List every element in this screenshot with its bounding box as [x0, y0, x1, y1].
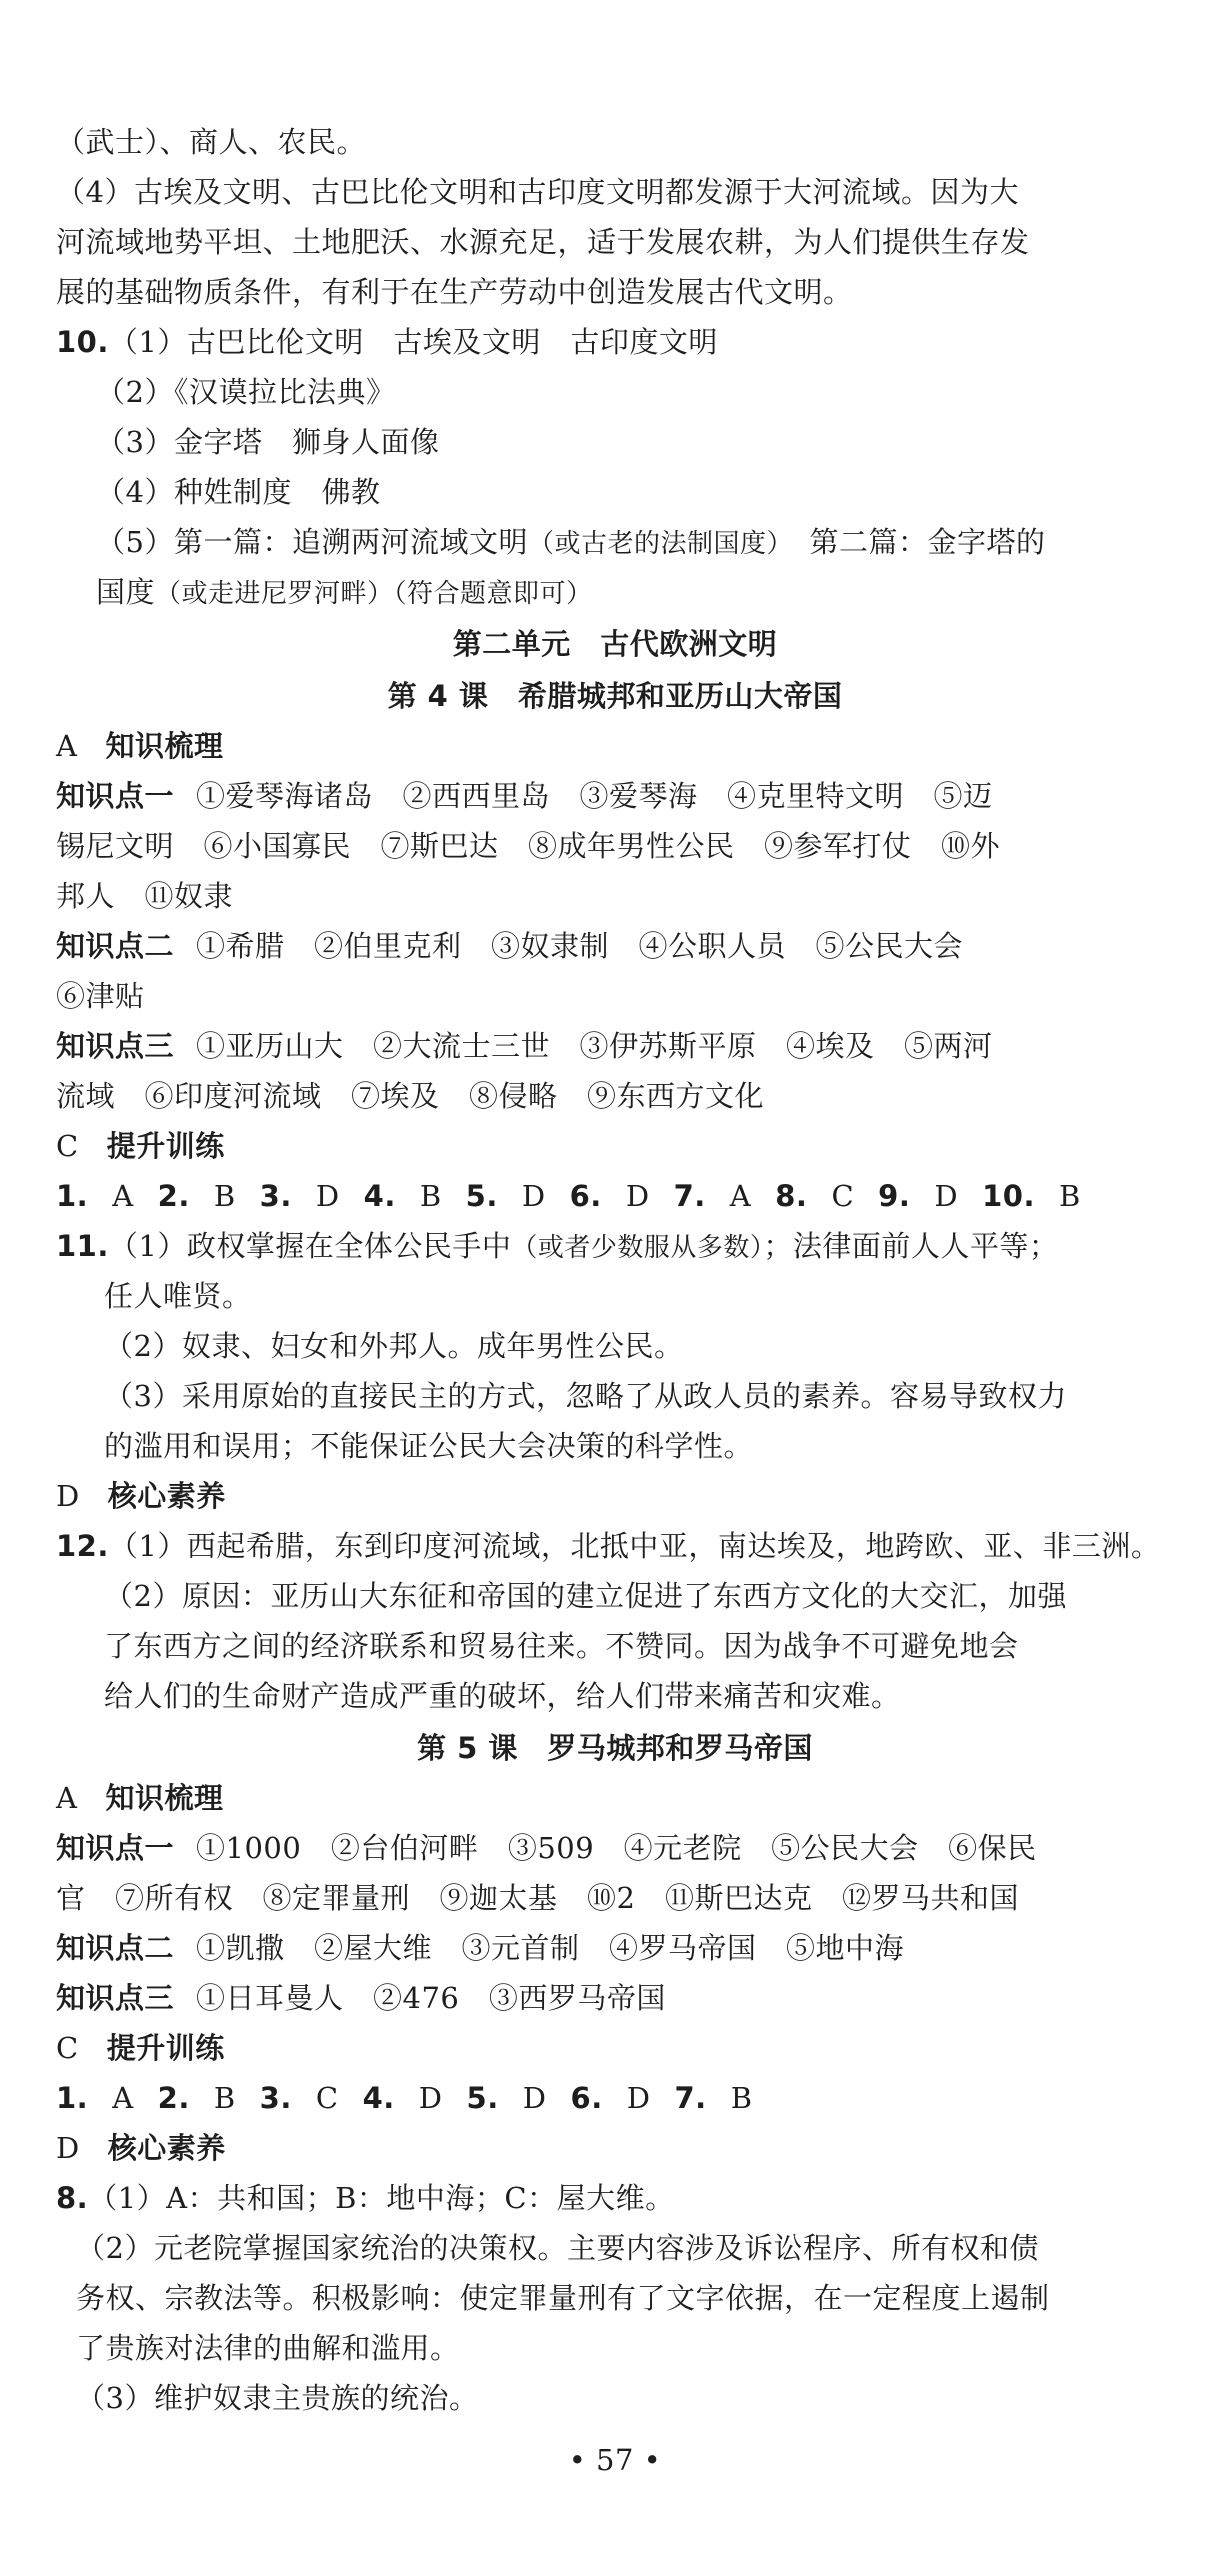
section-a-heading: [56, 1778, 1230, 1820]
question-number: 8.: [56, 2181, 89, 2215]
mc-answer: 5. D: [465, 1179, 546, 1213]
text-line: （2）奴隶、妇女和外邦人。成年男性公民。: [104, 1329, 684, 1363]
answer-text: （1）古巴比伦文明 古埃及文明 古印度文明: [108, 325, 718, 359]
text-line: （3）金字塔 狮身人面像: [96, 425, 440, 459]
text-line: 锡尼文明 ⑥小国寡民 ⑦斯巴达 ⑧成年男性公民 ⑨参军打仗 ⑩外: [56, 829, 1001, 863]
question-8: [56, 2178, 1230, 2220]
answer-text: 国度: [96, 575, 156, 609]
section-title: 核心素养: [107, 1479, 226, 1513]
section-a-heading: [56, 726, 1230, 768]
knowledge-point-2: [56, 926, 1230, 968]
mc-answer: 5. D: [466, 2081, 547, 2115]
kp-label: 知识点一: [56, 1831, 175, 1865]
answer-hint: （或者少数服从多数）: [511, 1233, 764, 1263]
answer-text: ；法律面前人人平等；: [763, 1229, 1059, 1263]
section-letter: D: [56, 2131, 80, 2165]
mc-answers: [56, 2078, 1230, 2120]
text-line: 任人唯贤。: [104, 1279, 252, 1313]
section-title: 知识梳理: [105, 1781, 224, 1815]
kp-label: 知识点二: [56, 1931, 175, 1965]
text-line: 给人们的生命财产造成严重的破坏，给人们带来痛苦和灾难。: [104, 1679, 901, 1713]
kp-label: 知识点一: [56, 779, 175, 813]
section-d-heading: [56, 2128, 1230, 2170]
mc-answer: 9. D: [878, 1179, 959, 1213]
section-title: 提升训练: [106, 2031, 225, 2065]
knowledge-point-1: [56, 776, 1230, 818]
mc-answer: 3. D: [259, 1179, 340, 1213]
text-line: 邦人 ⑪奴隶: [56, 879, 234, 913]
section-letter: A: [56, 1781, 78, 1815]
question-number: 11.: [56, 1229, 109, 1263]
mc-answer: 10. B: [982, 1179, 1081, 1213]
kp-label: 知识点三: [56, 1981, 175, 2015]
answer-text: （1）政权掌握在全体公民手中: [108, 1229, 512, 1263]
section-title: 核心素养: [107, 2131, 226, 2165]
lesson-4-title: 第 4 课 希腊城邦和亚历山大帝国: [387, 679, 843, 713]
kp-label: 知识点二: [56, 929, 175, 963]
knowledge-point-3: [56, 1978, 1230, 2020]
answer-text: （1）A：共和国；B：地中海；C：屋大维。: [88, 2181, 675, 2215]
section-title: 提升训练: [106, 1129, 225, 1163]
mc-answer: 1. A: [56, 2081, 134, 2115]
text-line: 了东西方之间的经济联系和贸易往来。不赞同。因为战争不可避免地会: [104, 1629, 1019, 1663]
page-number: • 57 •: [568, 2443, 662, 2477]
text-line: 的滥用和误用；不能保证公民大会决策的科学性。: [104, 1429, 754, 1463]
answer-text: （5）第一篇：追溯两河流域文明: [96, 525, 528, 559]
mc-answer: 1. A: [56, 1179, 134, 1213]
mc-answer: 2. B: [157, 1179, 236, 1213]
answer-hint: （或古老的法制国度）: [527, 529, 780, 559]
text-line: （2）元老院掌握国家统治的决策权。主要内容涉及诉讼程序、所有权和债: [76, 2231, 1039, 2265]
section-c-heading: [56, 1126, 1230, 1168]
text-line: 流域 ⑥印度河流域 ⑦埃及 ⑧侵略 ⑨东西方文化: [56, 1079, 765, 1113]
text-line: [96, 572, 1230, 614]
text-line: ⑥津贴: [56, 979, 145, 1013]
text-line: （4）古埃及文明、古巴比伦文明和古印度文明都发源于大河流域。因为大: [56, 175, 1019, 209]
text-line: （2）原因：亚历山大东征和帝国的建立促进了东西方文化的大交汇，加强: [104, 1579, 1067, 1613]
text-line: （3）维护奴隶主贵族的统治。: [76, 2381, 479, 2415]
text-line: （2）《汉谟拉比法典》: [96, 375, 396, 409]
section-letter: D: [56, 1479, 80, 1513]
mc-answer: 4. B: [363, 1179, 442, 1213]
question-number: 12.: [56, 1529, 109, 1563]
text-line: [96, 522, 1230, 564]
answer-text: 第二篇：金字塔的: [779, 525, 1046, 559]
section-letter: C: [56, 1129, 79, 1163]
text-line: 务权、宗教法等。积极影响：使定罪量刑有了文字依据，在一定程度上遏制: [76, 2281, 1050, 2315]
kp-text: ①日耳曼人 ②476 ③西罗马帝国: [196, 1981, 666, 2015]
text-line: 河流域地势平坦、土地肥沃、水源充足，适于发展农耕，为人们提供生存发: [56, 225, 1030, 259]
unit-title: 第二单元 古代欧洲文明: [452, 627, 778, 661]
text-line: 展的基础物质条件，有利于在生产劳动中创造发展古代文明。: [56, 275, 853, 309]
kp-text: ①希腊 ②伯里克利 ③奴隶制 ④公职人员 ⑤公民大会: [196, 929, 964, 963]
answer-text: （1）西起希腊，东到印度河流域，北抵中亚，南达埃及，地跨欧、亚、非三洲。: [108, 1529, 1161, 1563]
question-number: 10.: [56, 325, 109, 359]
kp-text: ①爱琴海诸岛 ②西西里岛 ③爱琴海 ④克里特文明 ⑤迈: [196, 779, 993, 813]
kp-text: ①亚历山大 ②大流士三世 ③伊苏斯平原 ④埃及 ⑤两河: [196, 1029, 993, 1063]
question-11: [56, 1226, 1230, 1268]
section-c-heading: [56, 2028, 1230, 2070]
lesson-5-title: 第 5 课 罗马城邦和罗马帝国: [417, 1731, 813, 1765]
section-title: 知识梳理: [105, 729, 224, 763]
knowledge-point-3: [56, 1026, 1230, 1068]
mc-answer: 2. B: [157, 2081, 236, 2115]
kp-text: ①凯撒 ②屋大维 ③元首制 ④罗马帝国 ⑤地中海: [196, 1931, 905, 1965]
mc-answer: 3. C: [259, 2081, 339, 2115]
text-line: （武士）、商人、农民。: [56, 125, 367, 159]
mc-answer: 7. B: [674, 2081, 753, 2115]
mc-answer: 4. D: [362, 2081, 443, 2115]
mc-answers: [56, 1176, 1230, 1218]
knowledge-point-1: [56, 1828, 1230, 1870]
text-line: 了贵族对法律的曲解和滥用。: [76, 2331, 460, 2365]
section-letter: C: [56, 2031, 79, 2065]
answer-hint: （或走进尼罗河畔）（符合题意即可）: [155, 579, 593, 609]
section-letter: A: [56, 729, 78, 763]
mc-answer: 6. D: [569, 1179, 650, 1213]
text-line: （3）采用原始的直接民主的方式，忽略了从政人员的素养。容易导致权力: [104, 1379, 1067, 1413]
kp-label: 知识点三: [56, 1029, 175, 1063]
question-10: [56, 322, 1230, 364]
knowledge-point-2: [56, 1928, 1230, 1970]
mc-answer: 6. D: [570, 2081, 651, 2115]
text-line: （4）种姓制度 佛教: [96, 475, 381, 509]
mc-answer: 8. C: [775, 1179, 855, 1213]
question-12: [56, 1526, 1230, 1568]
kp-text: ①1000 ②台伯河畔 ③509 ④元老院 ⑤公民大会 ⑥保民: [196, 1831, 1037, 1865]
mc-answer: 7. A: [673, 1179, 752, 1213]
section-d-heading: [56, 1476, 1230, 1518]
text-line: 官 ⑦所有权 ⑧定罪量刑 ⑨迦太基 ⑩2 ⑪斯巴达克 ⑫罗马共和国: [56, 1881, 1019, 1915]
